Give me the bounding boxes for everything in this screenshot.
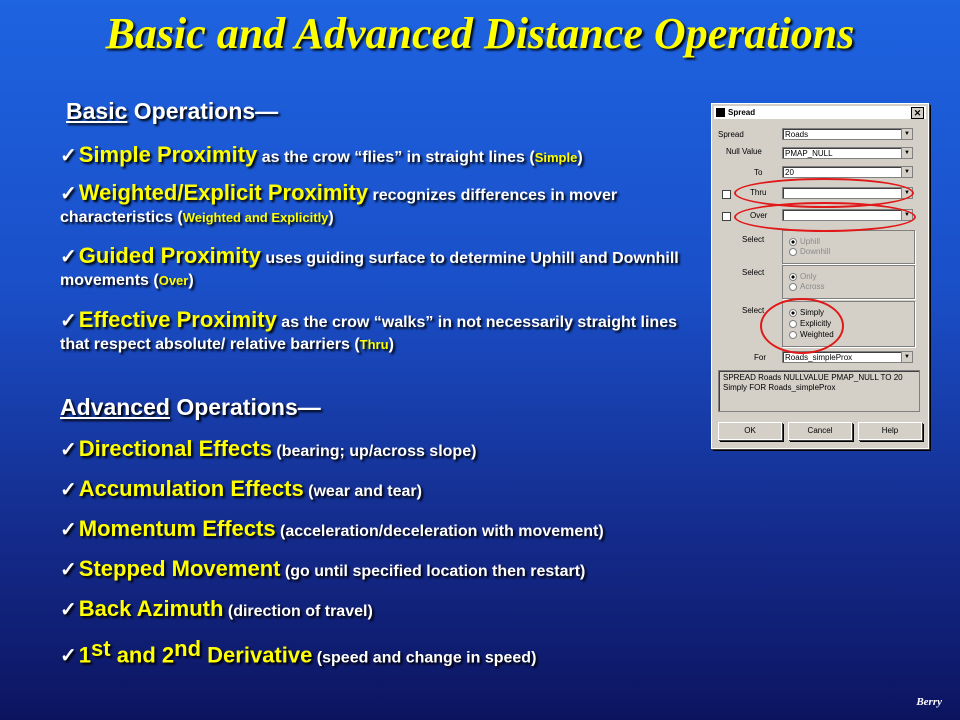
item-desc: (speed and change in speed): [312, 649, 537, 667]
checkmark-icon: ✓: [60, 519, 77, 541]
basic-heading-underlined: Basic: [66, 98, 128, 124]
advanced-item-directional: [60, 438, 760, 463]
basic-item-guided-proximity: [60, 245, 680, 292]
item-name: Stepped Movement: [78, 556, 281, 581]
advanced-item-accumulation: [60, 478, 760, 503]
item-end: ): [577, 149, 583, 166]
radio-downhill[interactable]: [789, 247, 830, 256]
thru-checkbox[interactable]: [722, 190, 731, 199]
checkmark-icon: ✓: [60, 479, 77, 501]
item-name: Guided Proximity: [78, 243, 261, 268]
checkmark-icon: ✓: [60, 439, 77, 461]
checkmark-icon: ✓: [60, 599, 77, 621]
item-desc: (wear and tear): [303, 483, 422, 500]
direction-group: [782, 230, 915, 264]
help-button[interactable]: Help: [858, 422, 922, 440]
over-checkbox[interactable]: [722, 212, 731, 221]
command-text[interactable]: SPREAD Roads NULLVALUE PMAP_NULL TO 20 Simply FOR Roads_simpleProx: [718, 370, 920, 412]
dialog-title-bar: [714, 106, 926, 119]
null-value-select[interactable]: [782, 147, 913, 159]
slide-title: Basic and Advanced Distance Operations: [105, 9, 855, 58]
item-tag: Simple: [534, 150, 578, 165]
spread-dialog: [711, 103, 929, 449]
advanced-item-stepped: [60, 558, 760, 583]
over-label: Over: [750, 211, 768, 220]
item-sup-a: st: [91, 636, 111, 661]
basic-item-simple-proximity: [60, 144, 680, 169]
item-sup-b: nd: [174, 636, 202, 661]
radio-dot-icon: [789, 273, 797, 281]
item-end: ): [328, 209, 334, 226]
item-end: ): [188, 272, 194, 289]
item-name-b: and 2: [110, 642, 175, 668]
item-tag: Weighted and Explicitly: [182, 210, 329, 225]
thru-label: Thru: [750, 188, 767, 197]
spread-value: Roads: [785, 130, 809, 139]
ok-button[interactable]: OK: [718, 422, 782, 440]
highlight-ellipse-method: [760, 298, 844, 354]
null-value: PMAP_NULL: [785, 149, 833, 158]
item-desc: (go until specified location then restart): [280, 563, 586, 580]
select-label-2: Select: [742, 268, 765, 277]
item-desc: (direction of travel): [223, 603, 373, 620]
select-label-3: Select: [742, 306, 765, 315]
advanced-item-derivative: [60, 638, 760, 669]
basic-operations-heading: [66, 98, 278, 125]
item-desc: (acceleration/deceleration with movement): [275, 523, 604, 540]
radio-label: Downhill: [800, 247, 831, 256]
for-label: For: [754, 353, 766, 362]
chevron-down-icon[interactable]: ▼: [901, 188, 912, 198]
item-tag: Over: [158, 273, 189, 288]
item-desc: uses guiding surface to determine Uphill and Downhill movements (: [60, 250, 679, 289]
advanced-heading-rest: Operations—: [169, 394, 321, 420]
item-name-a: 1: [78, 642, 92, 668]
author-footer: Berry: [916, 696, 942, 708]
checkmark-icon: ✓: [60, 145, 77, 167]
null-value-label: Null Value: [726, 147, 762, 156]
advanced-item-back-azimuth: [60, 598, 760, 623]
item-name: Back Azimuth: [78, 596, 224, 621]
item-end: ): [388, 336, 394, 353]
radio-only[interactable]: [789, 272, 816, 281]
item-tag: Thru: [359, 337, 389, 352]
close-icon[interactable]: ✕: [911, 107, 924, 119]
radio-label: Only: [800, 272, 817, 281]
checkmark-icon: ✓: [60, 559, 77, 581]
checkmark-icon: ✓: [60, 246, 77, 268]
advanced-item-momentum: [60, 518, 760, 543]
checkmark-icon: ✓: [60, 183, 77, 205]
radio-across[interactable]: [789, 282, 824, 291]
advanced-heading-underlined: Advanced: [60, 394, 170, 420]
radio-label: Weighted: [800, 330, 834, 339]
item-desc: as the crow “flies” in straight lines (: [257, 149, 535, 166]
item-name-c: Derivative: [201, 642, 313, 668]
radio-label: Uphill: [800, 237, 821, 246]
app-icon: [716, 108, 725, 117]
radio-label: Across: [800, 282, 825, 291]
basic-item-effective-proximity: [60, 309, 680, 356]
radio-label: Simply: [800, 308, 825, 317]
checkmark-icon: ✓: [60, 645, 77, 668]
item-name: Directional Effects: [78, 436, 272, 461]
chevron-down-icon[interactable]: ▼: [901, 129, 912, 139]
radio-uphill[interactable]: [789, 237, 820, 246]
to-select[interactable]: [782, 166, 913, 178]
spread-label: Spread: [718, 130, 744, 139]
dialog-title: Spread: [728, 108, 756, 117]
barrier-group: [782, 265, 915, 299]
to-label: To: [754, 168, 763, 177]
spread-select[interactable]: [782, 128, 913, 140]
radio-dot-icon: [789, 283, 797, 291]
item-desc: (bearing; up/across slope): [271, 443, 477, 460]
item-name: Momentum Effects: [78, 516, 276, 541]
highlight-ellipse-over: [734, 202, 916, 232]
item-name: Simple Proximity: [78, 142, 258, 167]
chevron-down-icon[interactable]: ▼: [901, 148, 912, 158]
item-name: Effective Proximity: [78, 307, 277, 332]
item-desc: as the crow “walks” in not necessarily straight lines that respect absolute/ relative barriers (: [60, 314, 677, 353]
to-value: 20: [785, 168, 794, 177]
radio-label: Explicitly: [800, 319, 832, 328]
cancel-button[interactable]: Cancel: [788, 422, 852, 440]
chevron-down-icon[interactable]: ▼: [901, 210, 912, 220]
basic-item-weighted-proximity: [60, 182, 680, 229]
chevron-down-icon[interactable]: ▼: [901, 167, 912, 177]
checkmark-icon: ✓: [60, 310, 77, 332]
for-value: Roads_simpleProx: [785, 353, 853, 362]
item-name: Accumulation Effects: [78, 476, 304, 501]
chevron-down-icon[interactable]: ▼: [901, 352, 912, 362]
basic-heading-rest: Operations—: [127, 98, 279, 124]
select-label-1: Select: [742, 235, 765, 244]
item-desc: recognizes differences in mover characteristics (: [60, 187, 618, 226]
radio-dot-icon: [789, 248, 797, 256]
radio-dot-icon: [789, 238, 797, 246]
advanced-operations-heading: [60, 394, 321, 421]
item-name: Weighted/Explicit Proximity: [78, 180, 369, 205]
